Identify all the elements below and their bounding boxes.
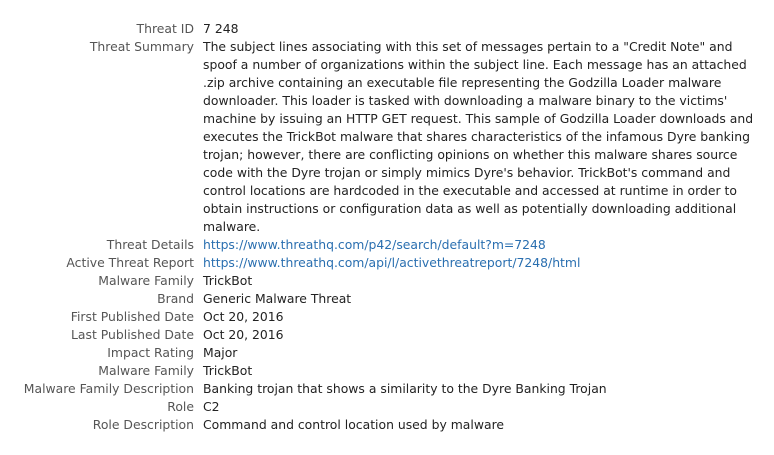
field-label: Malware Family — [98, 363, 194, 378]
threat-id-value: 7 248 — [203, 21, 239, 36]
field-label: Role — [167, 399, 194, 414]
row-first-published-date — [0, 308, 774, 326]
row-malware-family — [0, 272, 774, 290]
active-threat-report-link[interactable]: https://www.threathq.com/api/l/activethreatreport/7248/html — [203, 255, 581, 270]
field-label: Brand — [157, 291, 194, 306]
row-brand — [0, 290, 774, 308]
threat-summary-value: The subject lines associating with this set of messages pertain to a "Credit Note" and spoof a number of organizations within the subject line. Each message has an attached .zip archive containing an executable file representing the Godzilla Loader malware downloader. This loader is tasked with downloading a malware binary to the victims' machine by issuing an HTTP GET request. This sample of Godzilla Loader downloads and executes the TrickBot malware that shares characteristics of the infamous Dyre banking trojan; however, there are conflicting opinions on whether this malware shares source code with the Dyre trojan or simply mimics Dyre's behavior. TrickBot's command and control locations are hardcoded in the executable and accessed at runtime in order to obtain instructions or configuration data as well as potentially downloading additional malware. — [203, 39, 754, 234]
field-label: Last Published Date — [71, 327, 194, 342]
first-published-date-value: Oct 20, 2016 — [203, 309, 284, 324]
row-active-threat-report — [0, 254, 774, 272]
field-label: Role Description — [92, 417, 194, 432]
field-label: Threat Summary — [89, 39, 194, 54]
threat-details-link[interactable]: https://www.threathq.com/p42/search/default?m=7248 — [203, 237, 546, 252]
role-description-value: Command and control location used by malware — [203, 417, 505, 432]
field-label: Threat ID — [136, 21, 194, 36]
row-malware-family-2 — [0, 362, 774, 380]
row-malware-family-description — [0, 380, 774, 398]
field-label: Threat Details — [106, 237, 194, 252]
field-label: Impact Rating — [107, 345, 194, 360]
row-threat-summary — [0, 38, 774, 236]
malware-family-description-value: Banking trojan that shows a similarity to the Dyre Banking Trojan — [203, 381, 607, 396]
malware-family-value: TrickBot — [203, 363, 253, 378]
field-label: Malware Family Description — [23, 381, 194, 396]
field-label: Active Threat Report — [66, 255, 194, 270]
row-threat-details — [0, 236, 774, 254]
field-label: Malware Family — [98, 273, 194, 288]
last-published-date-value: Oct 20, 2016 — [203, 327, 284, 342]
impact-rating-value: Major — [203, 345, 238, 360]
row-impact-rating — [0, 344, 774, 362]
row-threat-id — [0, 20, 774, 38]
row-role-description — [0, 416, 774, 434]
threat-details-table — [0, 20, 774, 434]
field-label: First Published Date — [70, 309, 194, 324]
row-last-published-date — [0, 326, 774, 344]
brand-value: Generic Malware Threat — [203, 291, 352, 306]
role-value: C2 — [203, 399, 220, 414]
active-threat-report-cell — [203, 254, 758, 272]
row-role — [0, 398, 774, 416]
malware-family-value: TrickBot — [203, 273, 253, 288]
threat-details-cell — [203, 236, 758, 254]
